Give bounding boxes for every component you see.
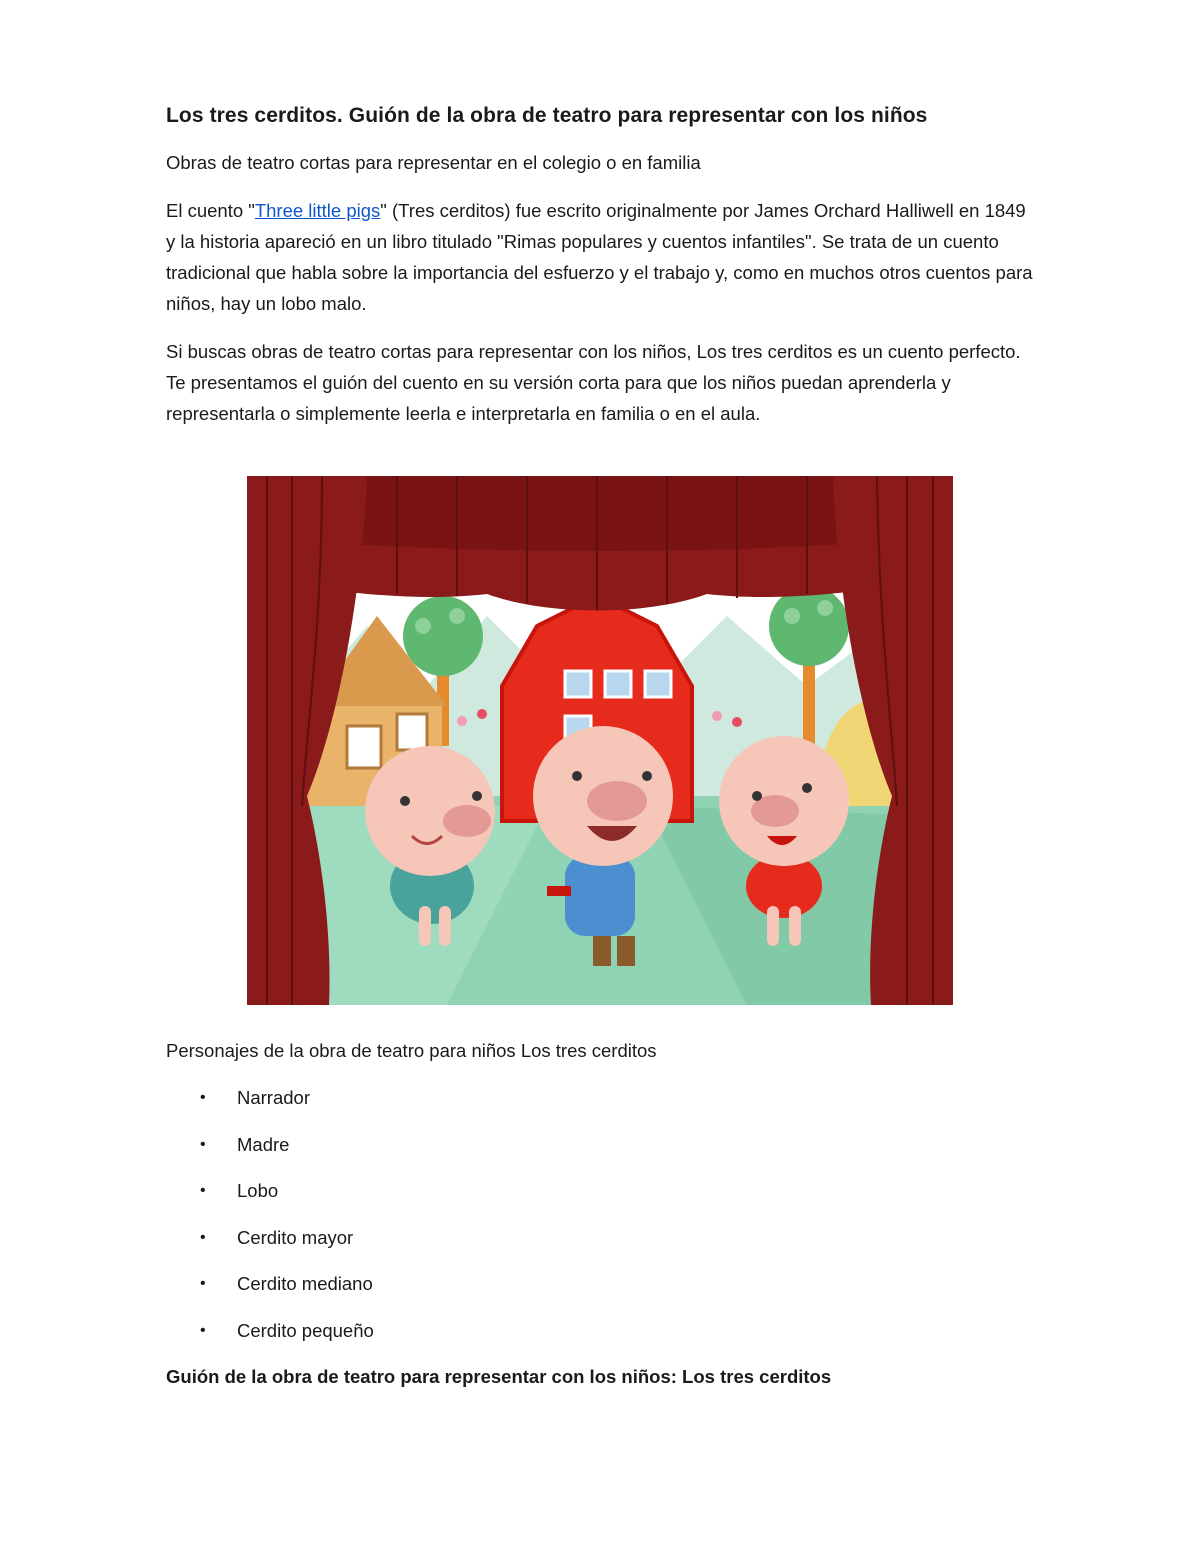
bullet: •: [200, 1321, 206, 1339]
characters-list: [200, 1083, 374, 1363]
subtitle: Obras de teatro cortas para representar en el colegio o en familia: [166, 152, 701, 173]
three-little-pigs-link[interactable]: Three little pigs: [254, 200, 381, 221]
bullet: •: [200, 1135, 206, 1153]
second-paragraph: Si buscas obras de teatro cortas para representar con los niños, Los tres cerditos es un cuento perfecto. Te presentamos el guión del cuento en su versión corta para que los niños puedan aprenderla y representarla o simplemente leerla e interpretarla en familia o en el aula.: [166, 341, 1021, 424]
bullet: •: [200, 1182, 206, 1200]
list-item: [200, 1083, 374, 1130]
bullet: •: [200, 1275, 206, 1293]
intro-before-link: El cuento ": [166, 200, 255, 221]
script-heading: Guión de la obra de teatro para representar con los niños: Los tres cerditos: [166, 1366, 832, 1387]
character-name: Cerdito mediano: [237, 1273, 373, 1295]
character-name: Lobo: [237, 1180, 279, 1202]
list-item: [200, 1223, 374, 1270]
character-name: Cerdito pequeño: [237, 1319, 374, 1341]
list-item: [200, 1316, 374, 1363]
character-name: Cerdito mayor: [237, 1226, 354, 1248]
list-item: [200, 1269, 374, 1316]
intro-after-link: " (Tres cerditos) fue escrito originalmente por James Orchard Halliwell en 1849 y la historia apareció en un libro titulado "Rimas populares y cuentos infantiles". Se trata de un cuento tradicional que habla sobre la importancia del esfuerzo y el trabajo y, como en muchos otros cuentos para niños, hay un lobo malo.: [166, 200, 1033, 314]
list-item: [200, 1176, 374, 1223]
bullet: •: [200, 1089, 206, 1106]
text-block-top: [166, 100, 1036, 429]
characters-heading: Personajes de la obra de teatro para niños Los tres cerditos: [166, 1040, 657, 1061]
page-title: Los tres cerditos. Guión de la obra de teatro para representar con los niños: [166, 104, 928, 127]
intro-paragraph: [166, 195, 1036, 319]
character-name: Narrador: [237, 1087, 310, 1108]
list-item: [200, 1130, 374, 1177]
character-name: Madre: [237, 1133, 290, 1155]
bullet: •: [200, 1228, 206, 1246]
three-pigs-stage-illustration: [247, 476, 953, 1005]
